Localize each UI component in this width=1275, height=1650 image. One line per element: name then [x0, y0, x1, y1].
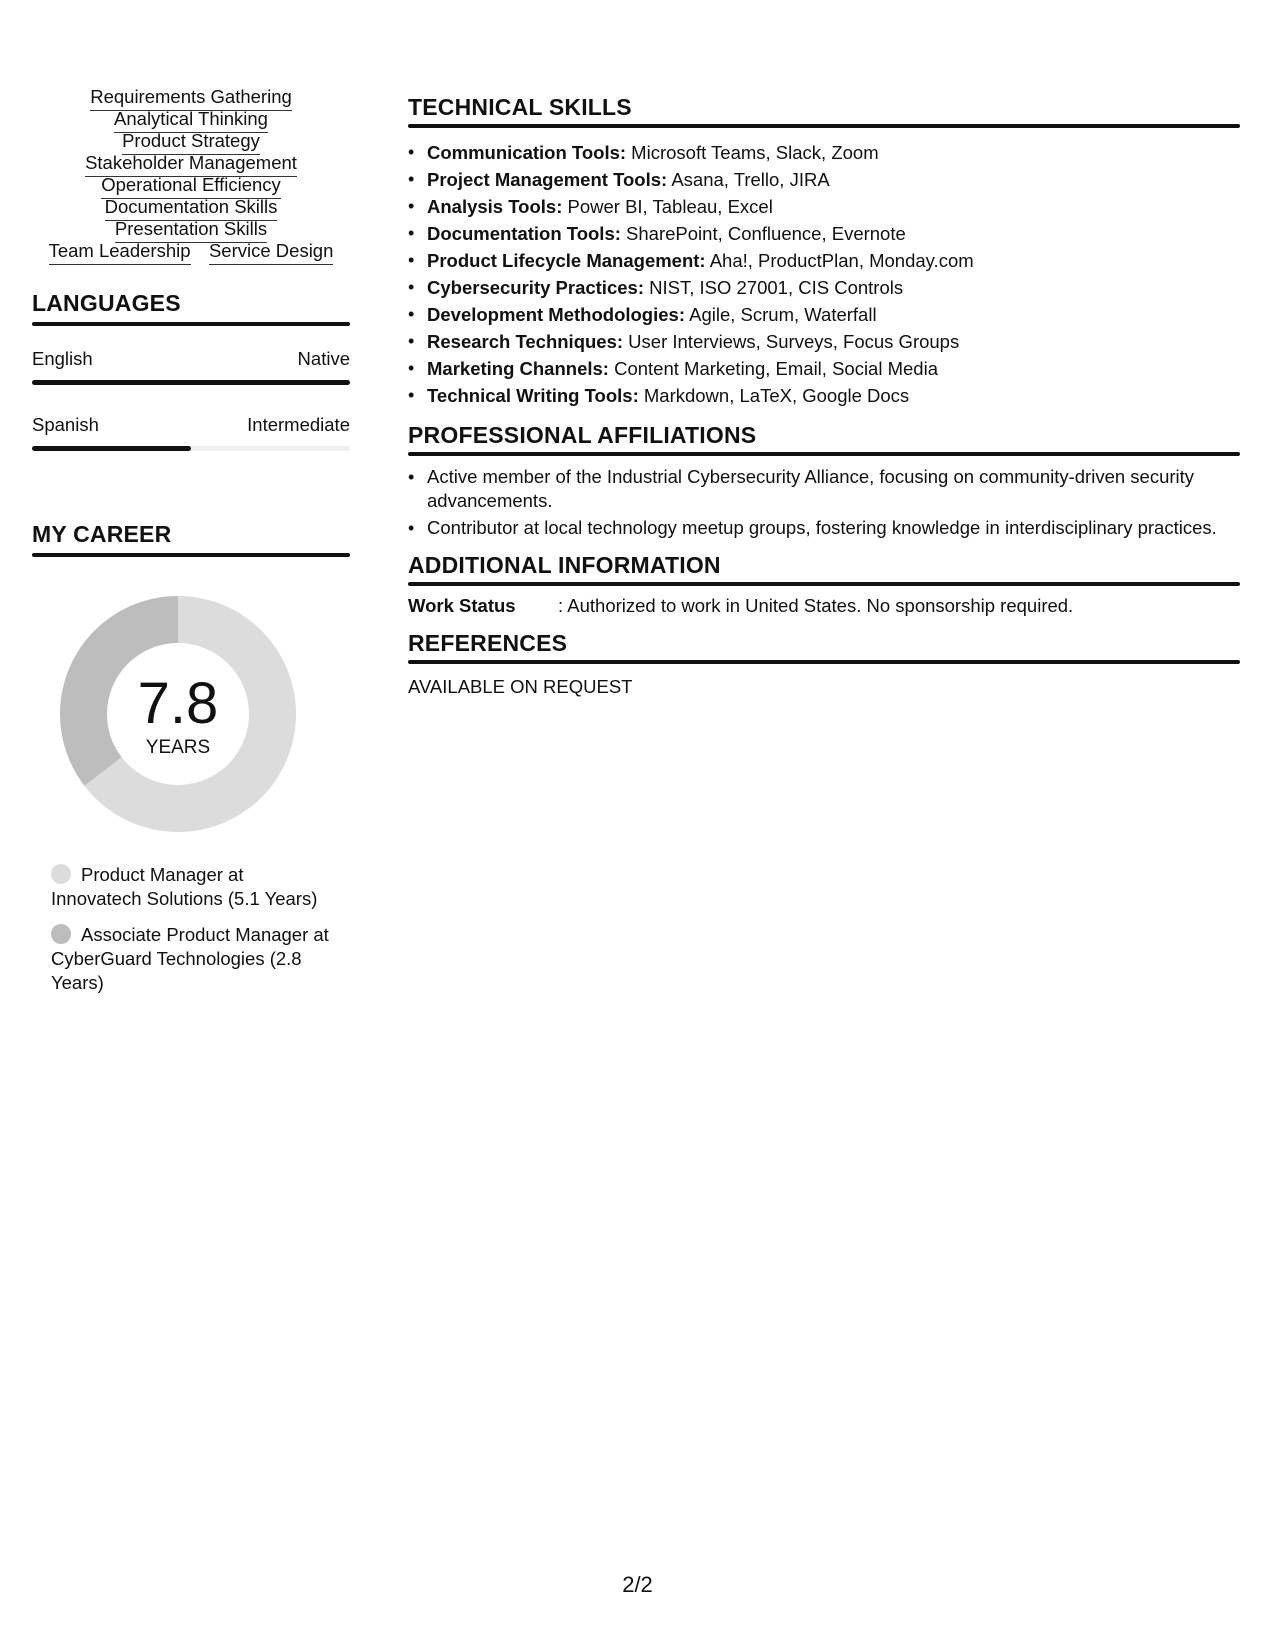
- skill-tag: Analytical Thinking: [114, 108, 268, 133]
- list-item: • Marketing Channels: Content Marketing, Email, Social Media: [408, 355, 1240, 382]
- list-item: • Analysis Tools: Power BI, Tableau, Excel: [408, 193, 1240, 220]
- total-years: 7.8: [137, 671, 219, 736]
- section-rule: [32, 322, 350, 326]
- list-item: • Active member of the Industrial Cybersecurity Alliance, focusing on community-driven security advancements.: [408, 465, 1240, 513]
- legend-dot: [51, 924, 71, 944]
- skill-tag: Team Leadership: [49, 240, 191, 265]
- legend-dot: [51, 864, 71, 884]
- section-title: TECHNICAL SKILLS: [408, 94, 632, 120]
- section-rule: [408, 124, 1240, 128]
- career-section: [32, 521, 350, 995]
- language-level: Intermediate: [247, 414, 350, 435]
- section-rule: [32, 553, 350, 557]
- skill-tag: Product Strategy: [122, 130, 260, 155]
- work-status-value: : Authorized to work in United States. No sponsorship required.: [558, 595, 1074, 616]
- language-item: [32, 348, 350, 385]
- list-item: • Product Lifecycle Management: Aha!, ProductPlan, Monday.com: [408, 247, 1240, 274]
- left-column: [32, 86, 350, 995]
- list-item: • Technical Writing Tools: Markdown, LaTeX, Google Docs: [408, 382, 1240, 409]
- language-name: English: [32, 348, 93, 369]
- references-section: [408, 630, 1240, 698]
- section-rule: [408, 452, 1240, 456]
- language-level: Native: [297, 348, 350, 369]
- page-number: 2/2: [622, 1572, 653, 1597]
- section-title: ADDITIONAL INFORMATION: [408, 552, 721, 578]
- language-item: [32, 414, 350, 451]
- list-item: • Project Management Tools: Asana, Trello, JIRA: [408, 166, 1240, 193]
- skill-tag: Operational Efficiency: [101, 174, 281, 199]
- affiliations-list: [408, 465, 1240, 540]
- total-years-unit: YEARS: [145, 737, 211, 758]
- references-text: AVAILABLE ON REQUEST: [408, 676, 633, 697]
- section-title: REFERENCES: [408, 630, 568, 656]
- affiliations-section: [408, 422, 1240, 540]
- skill-tag: Requirements Gathering: [90, 86, 292, 111]
- language-bar: [32, 380, 350, 385]
- section-title: LANGUAGES: [32, 290, 181, 316]
- language-bar: [32, 446, 350, 451]
- list-item: • Communication Tools: Microsoft Teams, Slack, Zoom: [408, 139, 1240, 166]
- work-status-row: [408, 595, 1240, 617]
- skills-list: [32, 86, 350, 262]
- list-item: • Cybersecurity Practices: NIST, ISO 27001, CIS Controls: [408, 274, 1240, 301]
- legend-label: Product Manager at Innovatech Solutions (5.1 Years): [51, 864, 318, 909]
- language-name: Spanish: [32, 414, 99, 435]
- language-bar-fill: [32, 446, 191, 451]
- section-title: PROFESSIONAL AFFILIATIONS: [408, 422, 757, 448]
- legend-label: Associate Product Manager at CyberGuard Technologies (2.8 Years): [51, 924, 329, 993]
- list-item: • Research Techniques: User Interviews, Surveys, Focus Groups: [408, 328, 1240, 355]
- legend-item: [51, 923, 336, 995]
- languages-section: [32, 290, 350, 451]
- skill-tag: Presentation Skills: [115, 218, 267, 243]
- skill-tag: Service Design: [209, 240, 333, 265]
- list-item: • Contributor at local technology meetup groups, fostering knowledge in interdisciplinary practices.: [408, 516, 1240, 540]
- section-rule: [408, 660, 1240, 664]
- right-column: [408, 94, 1240, 698]
- work-status-label: Work Status: [408, 595, 516, 616]
- additional-info-section: [408, 552, 1240, 617]
- technical-skills-list: [408, 139, 1240, 409]
- list-item: • Documentation Tools: SharePoint, Confluence, Evernote: [408, 220, 1240, 247]
- legend-item: [51, 863, 336, 911]
- skill-tag: Documentation Skills: [105, 196, 278, 221]
- skill-tag: Stakeholder Management: [85, 152, 297, 177]
- section-rule: [408, 582, 1240, 586]
- technical-skills-section: [408, 94, 1240, 409]
- list-item: • Development Methodologies: Agile, Scrum, Waterfall: [408, 301, 1240, 328]
- section-title: MY CAREER: [32, 521, 172, 547]
- career-donut-chart: [55, 591, 301, 837]
- language-bar-fill: [32, 380, 350, 385]
- career-legend: [32, 863, 350, 995]
